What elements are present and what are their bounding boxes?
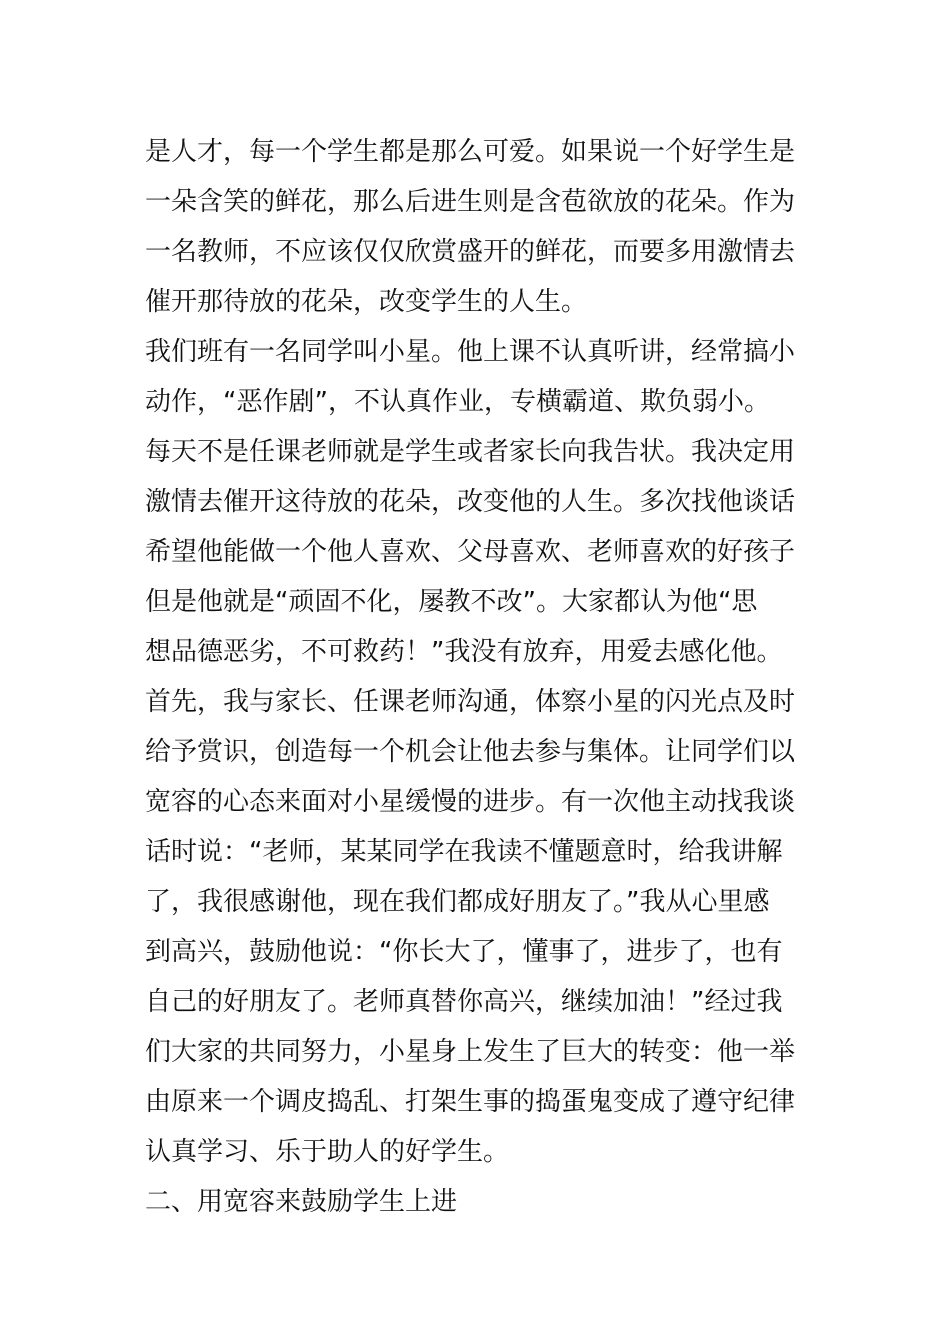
text-line: 我们班有一名同学叫小星。他上课不认真听讲，经常搞小 (145, 337, 796, 367)
text-line: 动作，“恶作剧”，不认真作业，专横霸道、欺负弱小。 (145, 387, 770, 417)
document-page (145, 127, 815, 1227)
text-line: 一名教师，不应该仅仅欣赏盛开的鲜花，而要多用激情去 (145, 237, 796, 267)
text-line: 首先，我与家长、任课老师沟通，体察小星的闪光点及时 (145, 687, 796, 717)
text-line: 催开那待放的花朵，改变学生的人生。 (145, 287, 588, 317)
text-line: 希望他能做一个他人喜欢、父母喜欢、老师喜欢的好孩子 (145, 537, 796, 567)
text-line: 了，我很感谢他，现在我们都成好朋友了。”我从心里感 (145, 887, 770, 917)
text-line: 由原来一个调皮捣乱、打架生事的捣蛋鬼变成了遵守纪律 (145, 1087, 796, 1117)
text-line: 们大家的共同努力，小星身上发生了巨大的转变：他一举 (145, 1037, 796, 1067)
text-line: 每天不是任课老师就是学生或者家长向我告状。我决定用 (145, 437, 796, 467)
text-line: 想品德恶劣，不可救药！”我没有放弃，用爱去感化他。 (145, 637, 783, 667)
text-line: 激情去催开这待放的花朵，改变他的人生。多次找他谈话 (145, 487, 796, 517)
text-line: 认真学习、乐于助人的好学生。 (145, 1137, 510, 1167)
section-heading: 二、用宽容来鼓励学生上进 (145, 1187, 458, 1217)
text-line: 一朵含笑的鲜花，那么后进生则是含苞欲放的花朵。作为 (145, 187, 796, 217)
text-line: 话时说：“老师，某某同学在我读不懂题意时，给我讲解 (145, 837, 783, 867)
text-line: 但是他就是“顽固不化，屡教不改”。大家都认为他“思 (145, 587, 758, 617)
text-line: 给予赏识，创造每一个机会让他去参与集体。让同学们以 (145, 737, 796, 767)
text-line: 自己的好朋友了。老师真替你高兴，继续加油！”经过我 (145, 987, 783, 1017)
text-line: 是人才，每一个学生都是那么可爱。如果说一个好学生是 (145, 137, 796, 167)
text-line: 到高兴，鼓励他说：“你长大了，懂事了，进步了，也有 (145, 937, 783, 967)
text-line: 宽容的心态来面对小星缓慢的进步。有一次他主动找我谈 (145, 787, 796, 817)
